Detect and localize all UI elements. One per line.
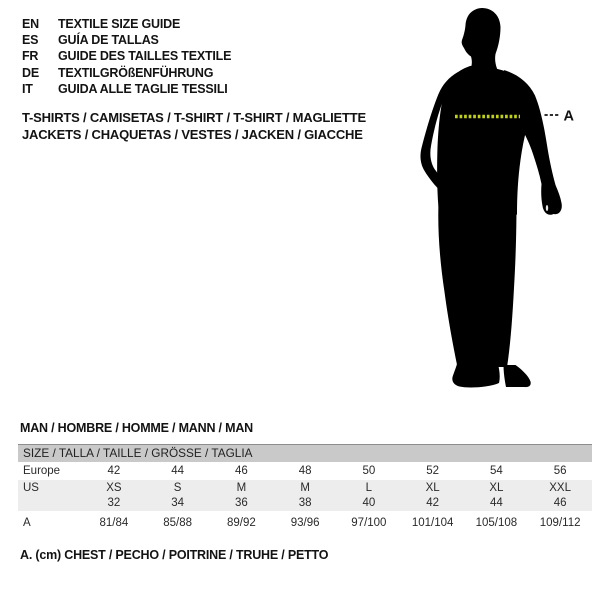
table-cell: 50 — [362, 465, 376, 477]
language-row-es — [22, 32, 231, 48]
table-cell: XL — [489, 482, 504, 494]
language-title: GUIDA ALLE TAGLIE TESSILI — [58, 81, 228, 96]
language-title: GUIDE DES TAILLES TEXTILE — [58, 49, 232, 64]
language-code: FR — [22, 49, 39, 64]
table-cell: S — [173, 482, 182, 494]
table-cell: 36 — [234, 497, 248, 509]
language-code: IT — [22, 81, 33, 96]
table-row-us-letters — [18, 480, 592, 496]
language-list — [22, 16, 231, 97]
table-cell: 38 — [298, 497, 312, 509]
language-code: DE — [22, 65, 39, 80]
table-cell: 54 — [489, 465, 503, 477]
category-lines — [22, 109, 366, 144]
row-label — [18, 496, 82, 511]
row-label: Europe — [23, 465, 61, 477]
row-label: A — [23, 517, 31, 529]
section-title-man: MAN / HOMBRE / HOMME / MANN / MAN — [20, 421, 253, 435]
table-cell: 48 — [298, 465, 312, 477]
table-cell: XXL — [549, 482, 571, 494]
table-cell: XS — [106, 482, 122, 494]
silhouette-front-shoe — [452, 362, 499, 387]
table-row-us-numbers — [18, 496, 592, 511]
table-cell: 40 — [362, 497, 376, 509]
silhouette-head — [462, 8, 501, 71]
table-cell: 89/92 — [226, 517, 256, 529]
table-cell: 44 — [489, 497, 503, 509]
table-cell: 85/88 — [163, 517, 193, 529]
table-cell: 34 — [171, 497, 185, 509]
table-cell: 109/112 — [539, 517, 581, 529]
table-cell: 101/104 — [411, 517, 454, 529]
table-cell: 81/84 — [99, 517, 129, 529]
table-cell: 42 — [426, 497, 440, 509]
language-title: GUÍA DE TALLAS — [58, 33, 159, 48]
silhouette-legs — [438, 203, 516, 367]
table-cell: 93/96 — [290, 517, 320, 529]
table-row-chest-cm — [18, 511, 592, 535]
table-cell: 46 — [553, 497, 567, 509]
silhouette-back-foot — [504, 365, 531, 387]
language-title: TEXTILE SIZE GUIDE — [58, 17, 181, 32]
language-row-fr — [22, 48, 231, 64]
table-cell: 32 — [107, 497, 121, 509]
measure-label-a: A — [563, 108, 574, 125]
man-silhouette-svg — [400, 0, 600, 400]
language-row-it — [22, 81, 231, 97]
category-line-jackets: JACKETS / CHAQUETAS / VESTES / JACKEN / GIACCHE — [22, 127, 363, 143]
table-cell: 56 — [553, 465, 567, 477]
language-title: TEXTILGRÖßENFÜHRUNG — [58, 65, 214, 80]
language-code: ES — [22, 33, 39, 48]
table-cell: 42 — [107, 465, 121, 477]
table-cell: L — [365, 482, 373, 494]
man-silhouette-figure — [400, 0, 600, 400]
table-cell: XL — [425, 482, 440, 494]
language-code: EN — [22, 17, 39, 32]
chest-measure-footnote: A. (cm) CHEST / PECHO / POITRINE / TRUHE / PETTO — [20, 548, 329, 562]
table-cell: 52 — [426, 465, 440, 477]
table-cell: M — [300, 482, 310, 494]
hand-highlight — [546, 205, 548, 211]
row-label: US — [23, 482, 39, 494]
category-line-tshirts: T-SHIRTS / CAMISETAS / T-SHIRT / T-SHIRT / MAGLIETTE — [22, 110, 366, 125]
table-row-europe — [18, 462, 592, 480]
size-table — [18, 444, 592, 535]
language-row-de — [22, 65, 231, 81]
table-cell: 105/108 — [475, 517, 518, 529]
table-cell: 97/100 — [351, 517, 387, 529]
table-cell: 44 — [171, 465, 185, 477]
table-cell: M — [236, 482, 247, 494]
language-row-en — [22, 16, 231, 32]
table-cell: 46 — [234, 465, 248, 477]
size-table-header: SIZE / TALLA / TAILLE / GRÖSSE / TAGLIA — [18, 444, 592, 462]
